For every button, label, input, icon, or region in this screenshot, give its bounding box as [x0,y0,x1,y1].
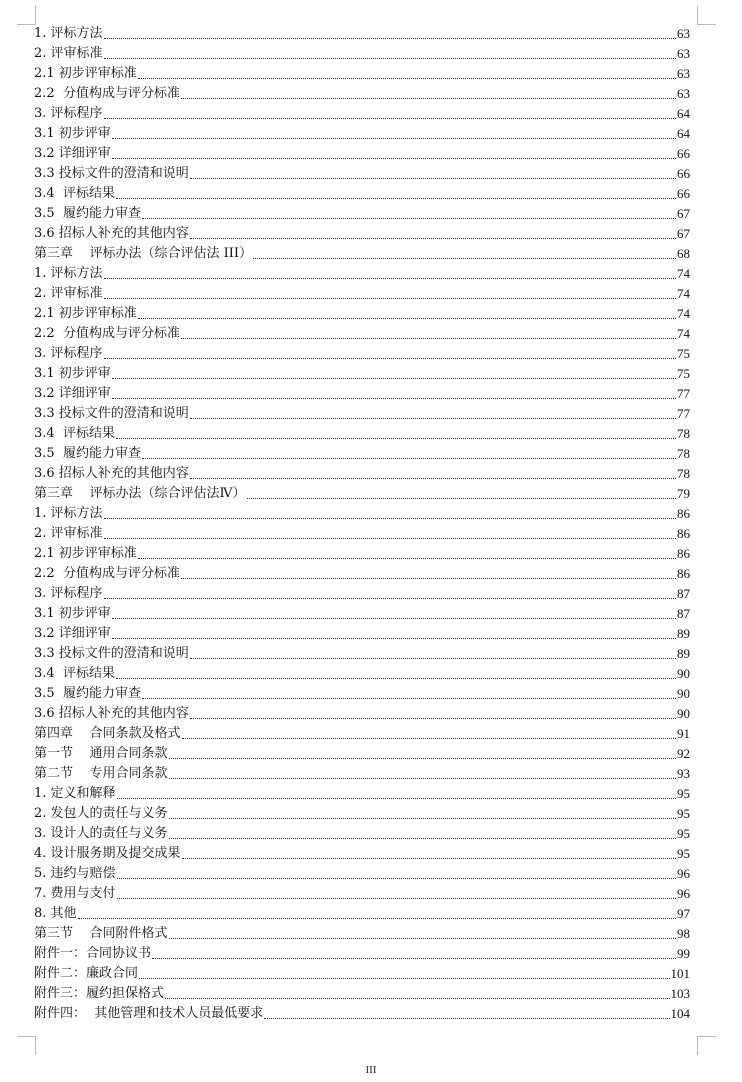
toc-entry-page: 89 [677,626,690,641]
toc-entry-title: 5. 违约与赔偿 [34,866,116,881]
toc-entry-title: 3.3 投标文件的澄清和说明 [34,646,189,661]
toc-entry-title: 2.1 初步评审标准 [34,306,137,321]
crop-mark-bottom-left [17,1036,36,1055]
toc-entry-page: 96 [677,886,690,901]
toc-entry[interactable] [34,24,690,44]
toc-entry-title: 3.1 初步评审 [34,126,111,141]
toc-entry[interactable] [34,764,690,784]
toc-leader-dots [190,417,676,419]
toc-leader-dots [190,177,676,179]
toc-leader-dots [78,917,676,919]
toc-entry[interactable] [34,724,690,744]
toc-entry-page: 78 [677,466,690,481]
toc-entry-page: 74 [677,286,690,301]
toc-entry-title: 3.6 招标人补充的其他内容 [34,466,189,481]
toc-entry[interactable] [34,164,690,184]
toc-entry[interactable] [34,284,690,304]
toc-entry-page: 95 [677,806,690,821]
toc-entry-title: 8. 其他 [34,906,77,921]
toc-entry-page: 63 [677,86,690,101]
toc-entry-page: 90 [677,706,690,721]
toc-entry-page: 67 [677,206,690,221]
toc-leader-dots [169,777,676,779]
toc-leader-dots [138,557,676,559]
toc-entry-page: 96 [677,866,690,881]
toc-entry-page: 103 [670,986,690,1001]
toc-entry[interactable] [34,444,690,464]
toc-entry[interactable] [34,44,690,64]
toc-leader-dots [142,457,676,459]
toc-entry[interactable] [34,224,690,244]
toc-entry-page: 64 [677,106,690,121]
toc-entry[interactable] [34,84,690,104]
toc-leader-dots [142,697,676,699]
toc-entry-title: 3.3 投标文件的澄清和说明 [34,166,189,181]
toc-entry-page: 68 [677,246,690,261]
toc-entry[interactable] [34,304,690,324]
toc-entry[interactable] [34,464,690,484]
toc-entry-title: 3.5 履约能力审查 [34,206,141,221]
toc-leader-dots [247,497,676,499]
toc-leader-dots [152,957,676,959]
toc-entry[interactable] [34,244,690,264]
toc-leader-dots [181,97,676,99]
toc-entry[interactable] [34,564,690,584]
toc-leader-dots [182,737,676,739]
toc-entry-title: 附件二：廉政合同 [34,966,139,981]
toc-entry-page: 86 [677,546,690,561]
toc-leader-dots [117,797,676,799]
toc-entry-title: 3. 评标程序 [34,106,103,121]
toc-entry-page: 63 [677,26,690,41]
toc-entry-title: 3.6 招标人补充的其他内容 [34,706,189,721]
toc-entry-page: 75 [677,366,690,381]
toc-entry-title: 2.1 初步评审标准 [34,66,137,81]
toc-entry-page: 63 [677,66,690,81]
toc-leader-dots [142,217,676,219]
toc-leader-dots [112,157,676,159]
toc-leader-dots [117,877,676,879]
toc-leader-dots [112,377,676,379]
toc-leader-dots [264,1017,669,1019]
toc-entry-title: 3.2 详细评审 [34,146,111,161]
crop-mark-bottom-right [697,1036,716,1055]
toc-entry-title: 第二节 专用合同条款 [34,766,168,781]
toc-leader-dots [181,337,676,339]
toc-leader-dots [104,597,676,599]
toc-leader-dots [190,657,676,659]
toc-leader-dots [104,57,676,59]
toc-entry-page: 78 [677,446,690,461]
toc-entry-title: 2. 发包人的责任与义务 [34,806,168,821]
toc-entry-title: 1. 评标方法 [34,266,103,281]
toc-entry[interactable] [34,384,690,404]
toc-entry-title: 3.4 评标结果 [34,186,115,201]
toc-entry-page: 87 [677,606,690,621]
toc-entry-title: 第三章 评标办法（综合评估法Ⅳ） [34,486,246,501]
toc-leader-dots [139,977,669,979]
toc-entry-title: 第三章 评标办法（综合评估法 III） [34,246,253,261]
toc-leader-dots [169,937,676,939]
table-of-contents [34,24,690,1024]
toc-leader-dots [181,577,676,579]
toc-entry[interactable] [34,424,690,444]
toc-leader-dots [165,997,669,999]
toc-entry[interactable] [34,924,690,944]
toc-entry-title: 3.2 详细评审 [34,386,111,401]
toc-entry-page: 99 [677,946,690,961]
toc-entry-page: 79 [677,486,690,501]
toc-leader-dots [104,537,676,539]
toc-entry[interactable] [34,824,690,844]
toc-leader-dots [190,237,676,239]
toc-entry[interactable] [34,884,690,904]
toc-entry[interactable] [34,704,690,724]
toc-leader-dots [182,857,676,859]
toc-entry[interactable] [34,504,690,524]
toc-entry[interactable] [34,744,690,764]
toc-entry-page: 97 [677,906,690,921]
toc-entry[interactable] [34,624,690,644]
toc-entry-page: 86 [677,526,690,541]
toc-entry-page: 64 [677,126,690,141]
toc-entry-title: 2. 评审标准 [34,526,103,541]
toc-entry[interactable] [34,664,690,684]
toc-entry-title: 2. 评审标准 [34,286,103,301]
toc-entry[interactable] [34,804,690,824]
toc-entry-title: 第四章 合同条款及格式 [34,726,181,741]
toc-entry-page: 104 [670,1006,690,1021]
toc-entry[interactable] [34,64,690,84]
toc-entry[interactable] [34,264,690,284]
toc-entry[interactable] [34,524,690,544]
toc-entry[interactable] [34,544,690,564]
toc-leader-dots [104,297,676,299]
toc-entry-title: 1. 定义和解释 [34,786,116,801]
toc-entry-title: 3.2 详细评审 [34,626,111,641]
page-number: III [365,1064,377,1076]
toc-leader-dots [116,197,676,199]
toc-entry-title: 2.1 初步评审标准 [34,546,137,561]
toc-entry-page: 74 [677,326,690,341]
toc-entry[interactable] [34,124,690,144]
toc-entry-page: 89 [677,646,690,661]
toc-entry[interactable] [34,324,690,344]
toc-leader-dots [104,357,676,359]
toc-entry-title: 附件三：履约担保格式 [34,986,165,1001]
toc-entry-title: 附件一：合同协议书 [34,946,152,961]
toc-entry-page: 87 [677,586,690,601]
toc-entry-page: 74 [677,266,690,281]
toc-entry-title: 3.5 履约能力审查 [34,686,141,701]
toc-entry-title: 2.2 分值构成与评分标准 [34,86,180,101]
toc-entry-page: 75 [677,346,690,361]
toc-entry[interactable] [34,944,690,964]
toc-entry[interactable] [34,844,690,864]
toc-entry[interactable] [34,364,690,384]
toc-entry-title: 附件四： 其他管理和技术人员最低要求 [34,1006,264,1021]
toc-leader-dots [112,137,676,139]
toc-leader-dots [138,77,676,79]
toc-leader-dots [253,257,676,259]
toc-leader-dots [190,477,676,479]
toc-entry[interactable] [34,104,690,124]
toc-entry-title: 1. 评标方法 [34,506,103,521]
toc-entry-page: 67 [677,226,690,241]
toc-entry-title: 3.3 投标文件的澄清和说明 [34,406,189,421]
toc-entry-title: 3.4 评标结果 [34,666,115,681]
toc-leader-dots [169,837,676,839]
toc-entry-title: 3.4 评标结果 [34,426,115,441]
toc-entry-page: 78 [677,426,690,441]
toc-leader-dots [104,117,676,119]
toc-entry-page: 77 [677,406,690,421]
toc-entry[interactable] [34,484,690,504]
toc-entry-page: 92 [677,746,690,761]
toc-entry-title: 3. 设计人的责任与义务 [34,826,168,841]
toc-leader-dots [138,317,676,319]
toc-entry[interactable] [34,584,690,604]
toc-leader-dots [117,897,676,899]
toc-leader-dots [116,677,676,679]
toc-leader-dots [169,757,676,759]
toc-entry-title: 1. 评标方法 [34,26,103,41]
toc-entry[interactable] [34,684,690,704]
toc-leader-dots [104,517,676,519]
toc-entry[interactable] [34,784,690,804]
toc-entry[interactable] [34,204,690,224]
toc-entry[interactable] [34,904,690,924]
toc-entry-page: 95 [677,846,690,861]
toc-leader-dots [112,637,676,639]
toc-entry-page: 98 [677,926,690,941]
toc-entry-page: 66 [677,166,690,181]
toc-entry-page: 90 [677,686,690,701]
toc-entry-page: 86 [677,506,690,521]
toc-entry-page: 66 [677,146,690,161]
toc-entry-title: 3.1 初步评审 [34,366,111,381]
toc-entry[interactable] [34,864,690,884]
toc-entry-page: 91 [677,726,690,741]
toc-entry[interactable] [34,644,690,664]
toc-entry[interactable] [34,144,690,164]
toc-entry[interactable] [34,1004,690,1024]
toc-leader-dots [104,277,676,279]
toc-entry[interactable] [34,344,690,364]
toc-entry[interactable] [34,984,690,1004]
toc-entry[interactable] [34,404,690,424]
toc-entry-page: 101 [670,966,690,981]
toc-entry-title: 3. 评标程序 [34,346,103,361]
toc-entry-page: 95 [677,786,690,801]
toc-entry-title: 3.5 履约能力审查 [34,446,141,461]
toc-entry[interactable] [34,964,690,984]
toc-entry[interactable] [34,184,690,204]
toc-entry-page: 74 [677,306,690,321]
crop-mark-top-left [17,6,36,25]
toc-entry-title: 7. 费用与支付 [34,886,116,901]
toc-entry-title: 2.2 分值构成与评分标准 [34,326,180,341]
toc-leader-dots [112,617,676,619]
toc-entry-title: 4. 设计服务期及提交成果 [34,846,181,861]
toc-entry-page: 90 [677,666,690,681]
toc-entry-page: 95 [677,826,690,841]
toc-entry-title: 3. 评标程序 [34,586,103,601]
crop-mark-top-right [697,6,716,25]
toc-entry-title: 第一节 通用合同条款 [34,746,168,761]
toc-entry[interactable] [34,604,690,624]
toc-entry-page: 63 [677,46,690,61]
toc-entry-page: 66 [677,186,690,201]
toc-entry-title: 3.1 初步评审 [34,606,111,621]
toc-entry-page: 93 [677,766,690,781]
toc-entry-page: 77 [677,386,690,401]
toc-leader-dots [104,37,676,39]
toc-entry-title: 2. 评审标准 [34,46,103,61]
toc-entry-page: 86 [677,566,690,581]
toc-leader-dots [169,817,676,819]
toc-entry-title: 第三节 合同附件格式 [34,926,168,941]
toc-leader-dots [190,717,676,719]
toc-leader-dots [116,437,676,439]
toc-entry-title: 3.6 招标人补充的其他内容 [34,226,189,241]
toc-entry-title: 2.2 分值构成与评分标准 [34,566,180,581]
toc-leader-dots [112,397,676,399]
